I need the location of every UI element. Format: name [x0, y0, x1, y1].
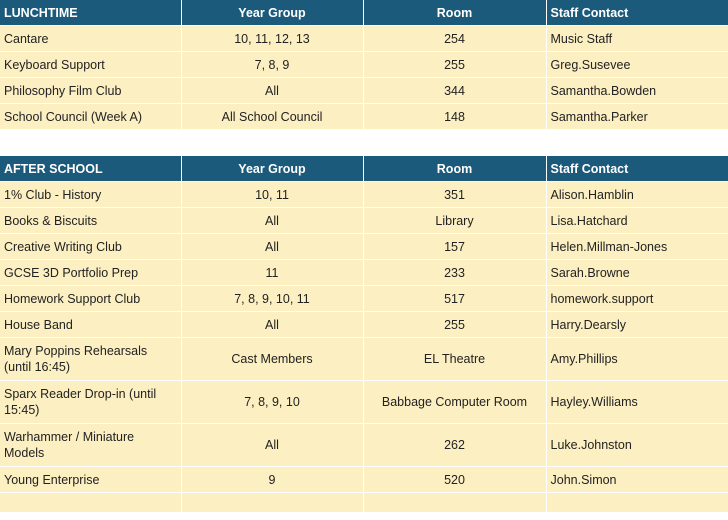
staff-contact-cell: Harry.Dearsly — [546, 312, 728, 338]
room-cell: 255 — [363, 52, 546, 78]
after-school-header-row — [0, 156, 728, 182]
after-school-header-staff-contact: Staff Contact — [546, 156, 728, 182]
activity-cell: Philosophy Film Club — [0, 78, 181, 104]
room-cell: 262 — [363, 424, 546, 467]
year-group-cell: 7, 8, 9, 10, 11 — [181, 286, 363, 312]
empty-cell — [546, 493, 728, 513]
activity-cell: House Band — [0, 312, 181, 338]
year-group-cell: All — [181, 234, 363, 260]
staff-contact-cell: Samantha.Parker — [546, 104, 728, 130]
activity-cell: Sparx Reader Drop-in (until 15:45) — [0, 381, 181, 424]
section-gap — [0, 130, 728, 156]
year-group-cell: All — [181, 312, 363, 338]
staff-contact-cell: Helen.Millman-Jones — [546, 234, 728, 260]
activity-cell: Creative Writing Club — [0, 234, 181, 260]
activity-cell: Keyboard Support — [0, 52, 181, 78]
room-cell: 520 — [363, 467, 546, 493]
year-group-cell: All — [181, 208, 363, 234]
empty-cell — [363, 493, 546, 513]
room-cell: 148 — [363, 104, 546, 130]
room-cell: 351 — [363, 182, 546, 208]
table-row — [0, 338, 728, 381]
room-cell: Library — [363, 208, 546, 234]
staff-contact-cell: Music Staff — [546, 26, 728, 52]
staff-contact-cell: Greg.Susevee — [546, 52, 728, 78]
staff-contact-cell: Sarah.Browne — [546, 260, 728, 286]
room-cell: EL Theatre — [363, 338, 546, 381]
empty-cell — [0, 493, 181, 513]
table-row — [0, 260, 728, 286]
empty-cell — [181, 493, 363, 513]
after-school-header-activity: AFTER SCHOOL — [0, 156, 181, 182]
lunchtime-table — [0, 0, 728, 130]
table-row — [0, 467, 728, 493]
year-group-cell: 7, 8, 9, 10 — [181, 381, 363, 424]
after-school-table — [0, 156, 728, 513]
table-row — [0, 26, 728, 52]
year-group-cell: 11 — [181, 260, 363, 286]
year-group-cell: 10, 11 — [181, 182, 363, 208]
table-row — [0, 424, 728, 467]
year-group-cell: Cast Members — [181, 338, 363, 381]
room-cell: 254 — [363, 26, 546, 52]
lunchtime-header-staff-contact: Staff Contact — [546, 0, 728, 26]
activity-cell: Young Enterprise — [0, 467, 181, 493]
activity-cell: Cantare — [0, 26, 181, 52]
lunchtime-header-room: Room — [363, 0, 546, 26]
activity-cell: GCSE 3D Portfolio Prep — [0, 260, 181, 286]
table-row — [0, 78, 728, 104]
room-cell: 157 — [363, 234, 546, 260]
staff-contact-cell: Hayley.Williams — [546, 381, 728, 424]
table-row — [0, 381, 728, 424]
staff-contact-cell: Amy.Phillips — [546, 338, 728, 381]
year-group-cell: All — [181, 424, 363, 467]
lunchtime-header-row — [0, 0, 728, 26]
activity-cell: Mary Poppins Rehearsals (until 16:45) — [0, 338, 181, 381]
year-group-cell: 9 — [181, 467, 363, 493]
year-group-cell: 7, 8, 9 — [181, 52, 363, 78]
staff-contact-cell: John.Simon — [546, 467, 728, 493]
room-cell: Babbage Computer Room — [363, 381, 546, 424]
room-cell: 517 — [363, 286, 546, 312]
year-group-cell: All School Council — [181, 104, 363, 130]
activity-cell: School Council (Week A) — [0, 104, 181, 130]
room-cell: 255 — [363, 312, 546, 338]
table-row — [0, 312, 728, 338]
staff-contact-cell: Lisa.Hatchard — [546, 208, 728, 234]
year-group-cell: 10, 11, 12, 13 — [181, 26, 363, 52]
activity-cell: 1% Club - History — [0, 182, 181, 208]
room-cell: 344 — [363, 78, 546, 104]
table-row — [0, 286, 728, 312]
activity-cell: Homework Support Club — [0, 286, 181, 312]
table-row — [0, 52, 728, 78]
room-cell: 233 — [363, 260, 546, 286]
activity-cell: Warhammer / Miniature Models — [0, 424, 181, 467]
activity-cell: Books & Biscuits — [0, 208, 181, 234]
staff-contact-cell: homework.support — [546, 286, 728, 312]
staff-contact-cell: Luke.Johnston — [546, 424, 728, 467]
table-row — [0, 104, 728, 130]
staff-contact-cell: Samantha.Bowden — [546, 78, 728, 104]
table-row — [0, 208, 728, 234]
table-row — [0, 182, 728, 208]
lunchtime-header-activity: LUNCHTIME — [0, 0, 181, 26]
after-school-header-year-group: Year Group — [181, 156, 363, 182]
table-row — [0, 234, 728, 260]
year-group-cell: All — [181, 78, 363, 104]
empty-row — [0, 493, 728, 513]
lunchtime-header-year-group: Year Group — [181, 0, 363, 26]
staff-contact-cell: Alison.Hamblin — [546, 182, 728, 208]
after-school-header-room: Room — [363, 156, 546, 182]
